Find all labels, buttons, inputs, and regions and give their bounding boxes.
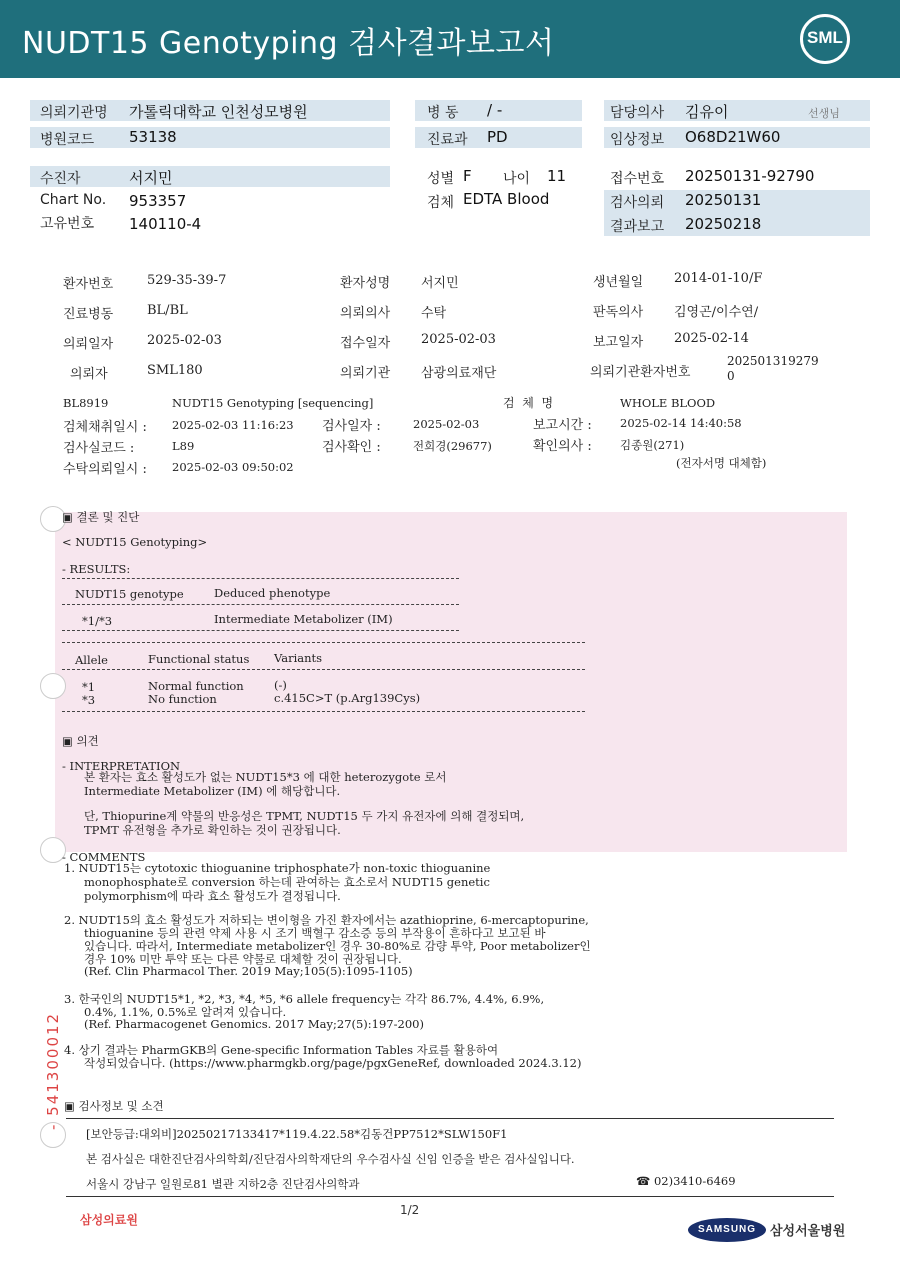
spec-label: 검 체 명 <box>503 396 554 410</box>
footer-rule <box>66 1118 834 1119</box>
instpid-label: 의뢰기관환자번호 <box>590 365 691 380</box>
col-phenotype: Deduced phenotype <box>214 586 331 600</box>
divider <box>62 642 585 643</box>
results-title: < NUDT15 Genotyping> <box>62 535 208 549</box>
receipt-value: 20250131-92790 <box>685 167 815 185</box>
reptime-label: 보고시간 : <box>533 418 592 433</box>
divider <box>62 669 585 670</box>
phone-line: ☎ 02)3410-6469 <box>636 1174 736 1188</box>
specimen-value: EDTA Blood <box>463 190 550 208</box>
interpretation-line-1: 본 환자는 효소 활성도가 없는 NUDT15*3 에 대한 heterozygote 로서 <box>84 770 447 784</box>
pid-value: 529-35-39-7 <box>147 273 227 288</box>
divider <box>62 604 459 605</box>
specimen-label: 검체 <box>427 195 455 211</box>
brand-right: 삼성서울병원 <box>770 1224 846 1239</box>
confdoc-value: 김종원(271) <box>620 438 685 452</box>
testdate-value: 2025-02-03 <box>413 417 480 431</box>
allele-row-2-status: No function <box>148 692 217 706</box>
unique-label: 고유번호 <box>40 216 95 232</box>
report-title: NUDT15 Genotyping 검사결과보고서 <box>22 26 555 61</box>
interpretation-label: - INTERPRETATION <box>62 759 181 773</box>
collect-value: 2025-02-03 11:16:23 <box>172 418 294 432</box>
referrer-value: SML180 <box>147 363 203 378</box>
testdate-label: 검사일자 : <box>322 419 381 434</box>
brand-left: 삼성의료원 <box>80 1213 138 1227</box>
allele-row-1-allele: *1 <box>82 680 96 694</box>
age-label: 나이 <box>503 171 531 187</box>
code-label: 병원코드 <box>40 132 95 148</box>
comment-2-line-4: 경우 10% 미만 투약 또는 다른 약물로 대체할 것이 권장됩니다. <box>84 952 402 966</box>
reader-value: 김영곤/이수연/ <box>674 305 759 320</box>
comment-4-line-1: 4. 상기 결과는 PharmGKB의 Gene-specific Information Tables 자료를 활용하여 <box>64 1043 499 1057</box>
allele-row-1-variant: (-) <box>274 678 287 692</box>
samsung-logo-text: SAMSUNG <box>697 1224 757 1235</box>
esign-note: (전자서명 대체함) <box>676 456 767 470</box>
ward2-value: BL/BL <box>147 303 188 318</box>
doctor-label: 담당의사 <box>610 105 665 121</box>
test-name: NUDT15 Genotyping [sequencing] <box>172 396 374 410</box>
comment-2-line-3: 있습니다. 따라서, Intermediate metabolizer인 경우 30-80%로 감량 투약, Poor metabolizer인 <box>84 939 591 953</box>
certification-line: 본 검사실은 대한진단검사의학회/진단검사의학재단의 우수검사실 신임 인증을 받은 검사실입니다. <box>86 1152 575 1166</box>
opinion-section-title: ▣ 의견 <box>62 734 99 748</box>
comment-3-line-1: 3. 한국인의 NUDT15*1, *2, *3, *4, *5, *6 allele frequency는 각각 86.7%, 4.4%, 6.9%, <box>64 992 545 1006</box>
recdate-value: 2025-02-03 <box>421 332 496 347</box>
hospital-value: 가톨릭대학교 인천성모병원 <box>129 103 308 121</box>
comment-2-line-5: (Ref. Clin Pharmacol Ther. 2019 May;105(5):1095-1105) <box>84 964 413 978</box>
reqdate-label: 의뢰일자 <box>63 337 114 352</box>
refdoc-label: 의뢰의사 <box>340 306 391 321</box>
ward2-label: 진료병동 <box>63 307 114 322</box>
comment-2-line-2: thioguanine 등의 관련 약제 사용 시 조기 백혈구 감소증 등의 부작용이 흔하다고 보고된 바 <box>84 926 546 940</box>
instpid-value-1: 202501319279 <box>727 354 819 368</box>
request-value: 20250131 <box>685 191 762 209</box>
comment-3-line-3: (Ref. Pharmacogenet Genomics. 2017 May;27(5):197-200) <box>84 1017 424 1031</box>
dob-value: 2014-01-10/F <box>674 271 763 286</box>
divider <box>62 711 585 712</box>
comment-1-line-2: monophosphate로 conversion 하는데 관여하는 효소로서 NUDT15 genetic <box>84 875 490 889</box>
page-number: 1/2 <box>400 1203 420 1217</box>
repdate-label: 보고일자 <box>593 335 644 350</box>
confdoc-label: 확인의사 : <box>533 439 592 454</box>
clinical-value: O68D21W60 <box>685 128 781 146</box>
report-value: 20250218 <box>685 215 762 233</box>
doctor-value: 김유이 <box>685 103 729 121</box>
chart-label: Chart No. <box>40 192 107 208</box>
clinical-label: 임상정보 <box>610 132 665 148</box>
allele-row-2-variant: c.415C>T (p.Arg139Cys) <box>274 691 421 705</box>
interpretation-line-4: TPMT 유전형을 추가로 확인하는 것이 권장됩니다. <box>84 823 341 837</box>
doctor-suffix: 선생님 <box>808 107 840 120</box>
recv-value: 2025-02-03 09:50:02 <box>172 460 294 474</box>
footer-section-title: ▣ 검사정보 및 소견 <box>64 1099 164 1113</box>
age-value: 11 <box>547 167 567 185</box>
lab-label: 검사실코드 : <box>63 441 135 456</box>
sml-logo-text: SML <box>807 28 843 47</box>
request-label: 검사의뢰 <box>610 195 665 211</box>
dob-label: 생년월일 <box>593 275 644 290</box>
sex-label: 성별 <box>427 171 455 187</box>
patient-bar <box>30 166 390 187</box>
reptime-value: 2025-02-14 14:40:58 <box>620 416 742 430</box>
sex-value: F <box>463 167 472 185</box>
col-genotype: NUDT15 genotype <box>75 587 184 601</box>
pname-value: 서지민 <box>421 276 459 291</box>
confirm-label: 검사확인 : <box>322 440 381 455</box>
allele-row-1-status: Normal function <box>148 679 244 693</box>
test-code: BL8919 <box>63 396 109 410</box>
lab-value: L89 <box>172 439 195 453</box>
chart-value: 953357 <box>129 192 187 210</box>
genotype-value: *1/*3 <box>82 614 113 628</box>
patient-value: 서지민 <box>129 169 173 187</box>
interpretation-line-2: Intermediate Metabolizer (IM) 에 해당합니다. <box>84 784 341 798</box>
report-header <box>0 0 900 78</box>
comment-2-line-1: 2. NUDT15의 효소 활성도가 저하되는 변이형을 가진 환자에서는 azathioprine, 6-mercaptopurine, <box>64 913 589 927</box>
punch-hole <box>40 673 66 699</box>
instpid-value-2: 0 <box>727 369 735 383</box>
report-label: 결과보고 <box>610 219 665 235</box>
side-number-text: - 541300012 <box>44 1011 62 1130</box>
divider <box>62 630 459 631</box>
spec-value: WHOLE BLOOD <box>620 396 716 410</box>
phenotype-value: Intermediate Metabolizer (IM) <box>214 612 393 626</box>
inst-value: 삼광의료재단 <box>421 366 497 381</box>
receipt-label: 접수번호 <box>610 171 665 187</box>
comment-1-line-3: polymorphism에 따라 효소 활성도가 결정됩니다. <box>84 889 341 903</box>
ward-value: / - <box>487 101 503 119</box>
sml-logo <box>800 14 850 64</box>
pname-label: 환자성명 <box>340 276 391 291</box>
ward-label: 병 동 <box>427 105 459 121</box>
code-value: 53138 <box>129 128 177 146</box>
hospital-label: 의뢰기관명 <box>40 105 108 121</box>
recdate-label: 접수일자 <box>340 336 391 351</box>
pid-label: 환자번호 <box>63 277 114 292</box>
interpretation-line-3: 단, Thiopurine계 약물의 반응성은 TPMT, NUDT15 두 가지 유전자에 의해 결정되며, <box>84 809 525 823</box>
referrer-label: 의뢰자 <box>70 367 108 382</box>
comments-label: - COMMENTS <box>62 850 146 864</box>
refdoc-value: 수탁 <box>421 306 447 321</box>
unique-value: 140110-4 <box>129 215 202 233</box>
collect-label: 검체채취일시 : <box>63 420 147 435</box>
security-line: [보안등급:대외비]20250217133417*119.4.22.58*김동건PP7512*SLW150F1 <box>86 1127 508 1141</box>
divider <box>62 578 459 579</box>
reader-label: 판독의사 <box>593 305 644 320</box>
comment-1-line-1: 1. NUDT15는 cytotoxic thioguanine triphosphate가 non-toxic thioguanine <box>64 861 491 875</box>
reqdate-value: 2025-02-03 <box>147 333 222 348</box>
footer-rule <box>66 1196 834 1197</box>
repdate-value: 2025-02-14 <box>674 331 749 346</box>
side-document-number <box>44 1000 62 1130</box>
inst-label: 의뢰기관 <box>340 366 391 381</box>
comment-3-line-2: 0.4%, 1.1%, 0.5%로 알려져 있습니다. <box>84 1005 287 1019</box>
results-label: - RESULTS: <box>62 562 131 576</box>
col-allele: Allele <box>75 653 108 667</box>
dept-value: PD <box>487 128 508 146</box>
patient-label: 수진자 <box>40 171 81 187</box>
recv-label: 수탁의뢰일시 : <box>63 462 147 477</box>
col-variants: Variants <box>274 651 323 665</box>
col-status: Functional status <box>148 652 250 666</box>
samsung-logo <box>688 1218 766 1242</box>
comment-4-line-2: 작성되었습니다. (https://www.pharmgkb.org/page/pgxGeneRef, downloaded 2024.3.12) <box>84 1056 582 1070</box>
dept-label: 진료과 <box>427 132 468 148</box>
allele-row-2-allele: *3 <box>82 693 96 707</box>
results-section-title: ▣ 결론 및 진단 <box>62 510 140 524</box>
address-line: 서울시 강남구 일원로81 별관 지하2층 진단검사의학과 <box>86 1177 360 1191</box>
confirm-value: 전희경(29677) <box>413 439 492 453</box>
